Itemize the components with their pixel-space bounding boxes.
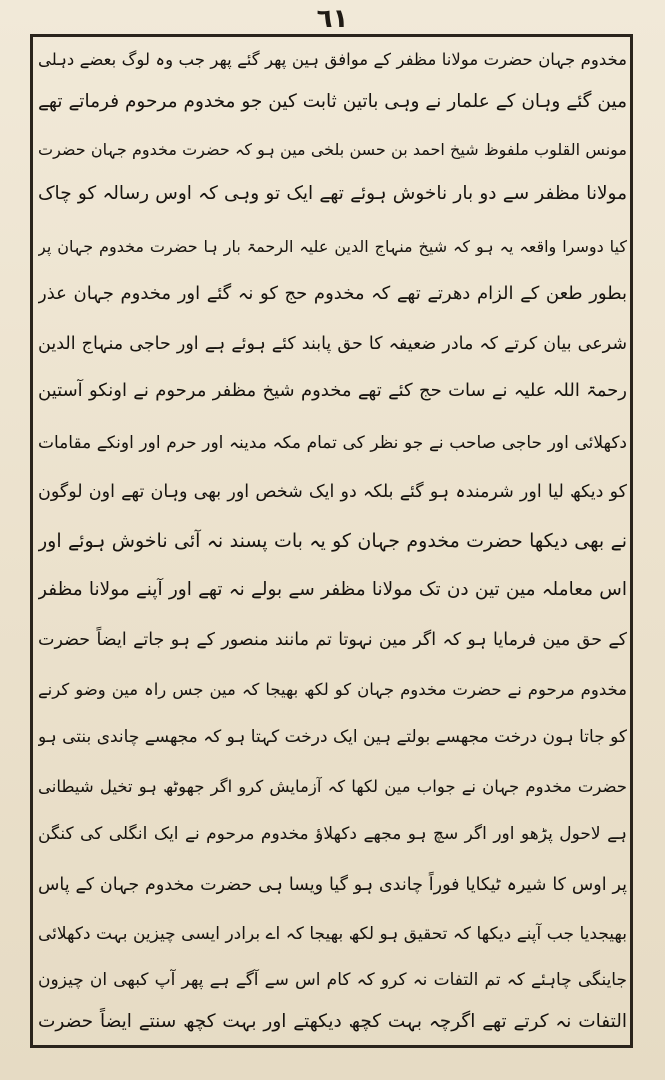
text-line: کو دیکھ لیا اور شرمندہ ہو گئے بلکہ دو ایک شخص اور بھی وہان تھے اون لوگون <box>38 482 627 502</box>
text-line: دکھلائی اور حاجی صاحب نے جو نظر کی تمام مکہ مدینہ اور حرم اور اونکے مقامات <box>38 433 627 453</box>
text-line: رحمۃ اللہ علیہ نے سات حج کئے تھے مخدوم شیخ مظفر مرحوم نے اونکو آستین <box>38 380 627 401</box>
text-line: بھیجدیا جب آپنے دیکھا کہ تحقیق ہو لکھ بھیجا کہ اے برادر ایسی چیزین بہت دکھلائی <box>38 924 627 944</box>
text-line: التفات نہ کرتے تھے اگرچہ بہت کچھ دیکھتے اور بہت کچھ سنتے ایضاً حضرت <box>38 1011 627 1032</box>
text-line: ہے لاحول پڑھو اور اگر سچ ہو مجھے دکھلاؤ مخدوم مرحوم نے ایک انگلی کی کنگن <box>38 824 627 844</box>
text-line: بطور طعن کے الزام دھرتے تھے کہ مخدوم حج کو نہ گئے اور مخدوم جہان عذر <box>38 283 627 304</box>
text-line: کو جاتا ہون درخت مجھسے بولتے ہین ایک درخت کہتا ہو کہ مجھسے چاندی بنتی ہو <box>38 727 627 747</box>
urdu-text-body <box>38 40 627 1040</box>
text-line: مخدوم مرحوم نے حضرت مخدوم جہان کو لکھ بھیجا کہ مین جس راہ مین وضو کرنے <box>38 680 627 699</box>
text-line: نے بھی دیکھا حضرت مخدوم جہان کو یہ بات پسند نہ آئی ناخوش ہوئے اور <box>38 530 627 552</box>
page-number: ٦١ <box>316 4 349 34</box>
text-line: کیا دوسرا واقعہ یہ ہو کہ شیخ منہاج الدین علیہ الرحمۃ بار ہا حضرت مخدوم جہان پر <box>38 237 627 256</box>
text-line: حضرت مخدوم جہان نے جواب مین لکھا کہ آزمایش کرو اگر جھوٹھ ہو تخیل شیطانی <box>38 777 627 796</box>
text-line: شرعی بیان کرتے کہ مادر ضعیفہ کا حق پابند کئے ہوئے ہے اور حاجی منہاج الدین <box>38 334 627 354</box>
text-line: مخدوم جہان حضرت مولانا مظفر کے موافق ہین پھر گئے پھر جب وہ لوگ بعضے دہلی <box>38 50 627 69</box>
text-line: جاینگی چاہئے کہ تم التفات نہ کرو کہ کام اس سے آگے ہے پھر آپ کبھی ان چیزون <box>38 970 627 990</box>
text-line: مولانا مظفر سے دو بار ناخوش ہوئے تھے ایک تو وہی کہ اوس رسالہ کو چاک <box>38 183 627 204</box>
text-line: پر اوس کا شیرہ ٹیکایا فوراً چاندی ہو گیا ویسا ہی حضرت مخدوم جہان کے پاس <box>38 875 627 895</box>
text-line: اس معاملہ مین تین دن تک مولانا مظفر سے بولے نہ تھے اور آپنے مولانا مظفر <box>38 579 627 600</box>
text-line: مونس القلوب ملفوظ شیخ احمد بن حسن بلخی مین ہو کہ حضرت مخدوم جہان حضرت <box>38 140 627 159</box>
text-line: کے حق مین فرمایا ہو کہ اگر مین نہوتا تم مانند منصور کے ہو جاتے ایضاً حضرت <box>38 630 627 650</box>
text-line: مین گئے وہان کے علمار نے وہی باتین ثابت کین جو مخدوم مرحوم فرماتے تھے <box>38 91 627 112</box>
